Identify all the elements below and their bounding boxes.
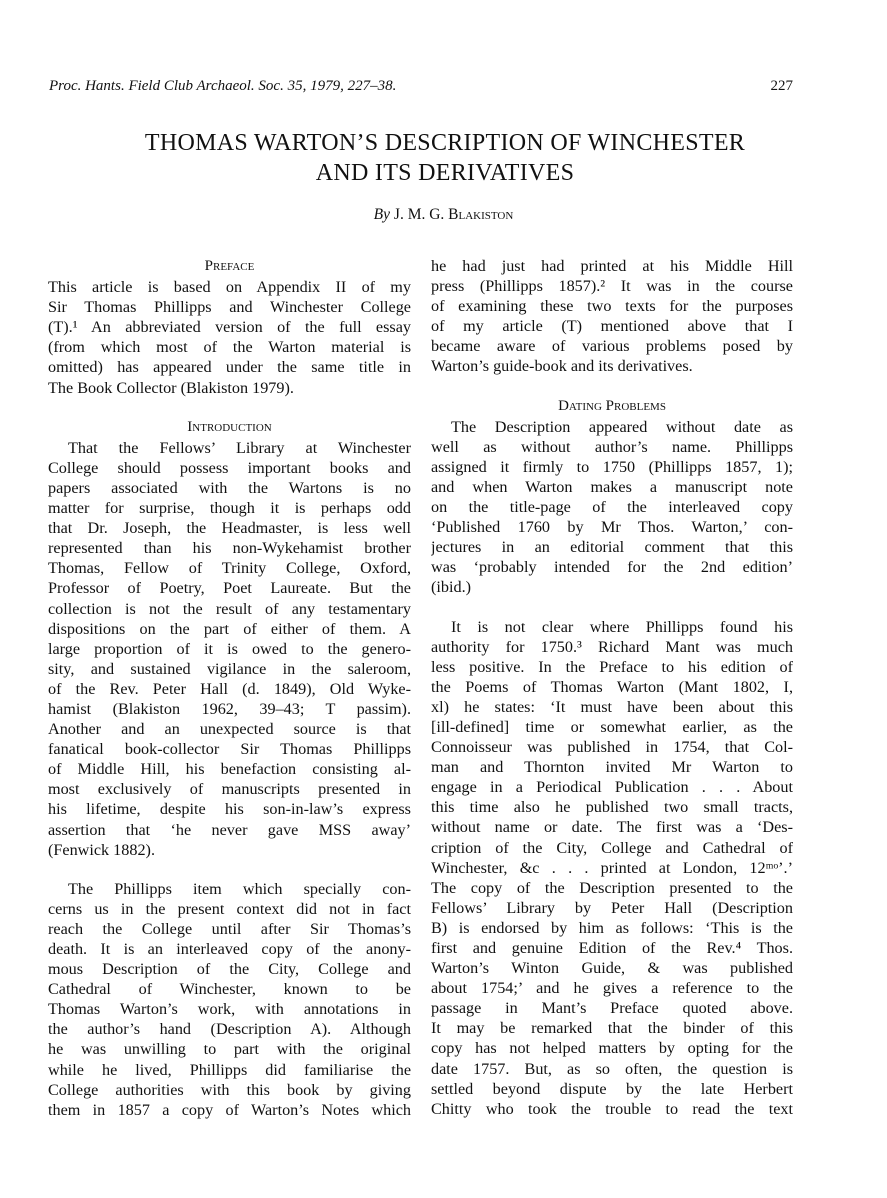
text-line: B) is endorsed by him as follows: ‘This is the (431, 918, 793, 937)
text-line: [ill-defined] time or somewhat earlier, as the (431, 717, 793, 736)
text-line: date 1757. But, as so often, the question is (431, 1059, 793, 1078)
text-line: authority for 1750.³ Richard Mant was much (431, 637, 793, 656)
text-line: death. It is an interleaved copy of the anony- (48, 940, 411, 958)
text-line: omitted) has appeared under the same title in (48, 358, 411, 377)
text-line: of the Rev. Peter Hall (d. 1849), Old Wyke- (48, 679, 411, 698)
text-line: cerns us in the present context did not in fact (48, 899, 411, 918)
text-line: press (Phillipps 1857).² It was in the course (431, 277, 793, 296)
text-line: Cathedral of Winchester, known to be (48, 980, 411, 999)
text-line: ‘Published 1760 by Mr Thos. Warton,’ con- (431, 518, 793, 537)
introduction-paragraph-2 (48, 879, 411, 1120)
byline-by: By (373, 206, 391, 223)
text-line: that Dr. Joseph, the Headmaster, is less well (48, 519, 411, 538)
text-line: Warton’s Winton Guide, & was published (431, 959, 793, 978)
title-line-1: THOMAS WARTON’S DESCRIPTION OF WINCHESTER (144, 130, 746, 156)
introduction-paragraph-1 (48, 438, 411, 860)
text-line: (Fenwick 1882). (48, 840, 155, 859)
introduction-heading: Introduction (187, 418, 272, 435)
text-line: (ibid.) (431, 578, 472, 597)
text-line: Connoisseur was published in 1754, that Col- (431, 738, 793, 757)
text-line: Professor of Poetry, Poet Laureate. But the (48, 579, 411, 598)
text-line: less positive. In the Preface to his edition of (431, 657, 793, 676)
dating-paragraph-2 (431, 617, 793, 1119)
text-line: he had just had printed at his Middle Hill (431, 257, 793, 275)
text-line: large proportion of it is owed to the genero- (48, 639, 411, 658)
text-line: xl) he states: ‘It must have been about this (431, 697, 793, 716)
text-line: assertion that ‘he never gave MSS away’ (48, 820, 411, 839)
text-line: of Middle Hill, his benefaction consisting al- (48, 760, 411, 779)
text-line: was ‘probably intended for the 2nd edition’ (431, 558, 793, 577)
dating-problems-heading: Dating Problems (558, 397, 666, 414)
text-line: well as without author’s name. Phillipps (431, 437, 793, 456)
text-line: assigned it firmly to 1750 (Phillipps 1857, 1); (431, 457, 793, 476)
article-title (60, 128, 830, 188)
text-line: first and genuine Edition of the Rev.⁴ Thos. (431, 939, 793, 957)
text-line: dispositions on the part of either of them. A (48, 619, 411, 638)
text-line: his lifetime, despite his son-in-law’s express (48, 800, 411, 819)
byline-author: J. M. G. Blakiston (393, 206, 514, 223)
text-line: fanatical book-collector Sir Thomas Phillipps (48, 740, 411, 759)
text-line: Another and an unexpected source is that (48, 720, 411, 739)
title-line-2: AND ITS DERIVATIVES (315, 160, 575, 186)
text-line: That the Fellows’ Library at Winchester (68, 438, 411, 457)
text-line: Winchester, &c . . . printed at London, 12ᵐᵒ’.’ (431, 858, 793, 877)
text-line: The copy of the Description presented to the (431, 878, 793, 897)
text-line: he was unwilling to part with the original (48, 1040, 411, 1059)
text-line: The Description appeared without date as (451, 417, 793, 436)
text-line: them in 1857 a copy of Warton’s Notes which (48, 1100, 411, 1119)
text-line: about 1754;’ and he gives a reference to the (431, 979, 793, 998)
text-line: copy has not helped matters by opting for the (431, 1039, 793, 1058)
text-line: The Phillipps item which specially con- (68, 879, 411, 898)
text-line: the Poems of Thomas Warton (Mant 1802, I, (431, 677, 793, 696)
text-line: of examining these two texts for the purposes (431, 297, 793, 316)
text-line: sity, and sustained vigilance in the saleroom, (48, 659, 411, 678)
text-line: hamist (Blakiston 1962, 39–43; T passim). (48, 699, 411, 718)
continued-paragraph (431, 256, 793, 377)
text-line: The Book Collector (Blakiston 1979). (48, 378, 294, 397)
byline (0, 206, 887, 224)
text-line: Chitty who took the trouble to read the text (431, 1099, 793, 1118)
text-line: Sir Thomas Phillipps and Winchester College (48, 298, 411, 317)
text-line: on the title-page of the interleaved copy (431, 498, 793, 517)
text-line: College should possess important books and (48, 458, 411, 477)
text-line: papers associated with the Wartons is no (48, 478, 411, 497)
page-number: 227 (770, 78, 793, 94)
right-column (431, 256, 793, 1119)
running-header (49, 78, 793, 100)
text-line: This article is based on Appendix II of my (48, 278, 411, 297)
text-line: It may be remarked that the binder of this (431, 1019, 793, 1038)
text-line: this time also he published two small tracts, (431, 798, 793, 817)
text-line: settled beyond dispute by the late Herbert (431, 1079, 793, 1098)
text-line: cription of the City, College and Cathedral of (431, 838, 793, 857)
text-line: Thomas, Fellow of Trinity College, Oxford, (48, 559, 411, 578)
left-column (48, 256, 411, 1120)
text-line: Fellows’ Library by Peter Hall (Description (431, 898, 793, 917)
text-line: and when Warton makes a manuscript note (431, 477, 793, 496)
text-line: It is not clear where Phillipps found his (451, 617, 793, 636)
text-line: College authorities with this book by giving (48, 1080, 411, 1099)
preface-paragraph (48, 277, 411, 398)
text-line: mous Description of the City, College and (48, 960, 411, 979)
text-line: engage in a Periodical Publication . . . About (431, 778, 793, 797)
text-line: Warton’s guide-book and its derivatives. (431, 357, 693, 376)
text-line: represented than his non-Wykehamist brother (48, 539, 411, 558)
text-line: Thomas Warton’s work, with annotations in (48, 1000, 411, 1019)
text-line: most exclusively of manuscripts presented in (48, 780, 411, 799)
dating-paragraph-1 (431, 417, 793, 598)
text-line: the author’s hand (Description A). Although (48, 1020, 411, 1039)
text-line: matter for surprise, though it is perhaps odd (48, 499, 411, 518)
text-line: (T).¹ An abbreviated version of the full essay (48, 318, 411, 337)
text-line: collection is not the result of any testamentary (48, 599, 411, 618)
text-line: of my article (T) mentioned above that I (431, 317, 793, 336)
text-line: jectures in an editorial comment that this (431, 538, 793, 557)
text-line: while he lived, Phillipps did familiarise the (48, 1060, 411, 1079)
text-line: passage in Mant’s Preface quoted above. (431, 999, 793, 1018)
text-line: became aware of various problems posed by (431, 337, 793, 356)
preface-heading: Preface (204, 258, 255, 274)
text-line: man and Thornton invited Mr Warton to (431, 758, 793, 777)
text-line: (from which most of the Warton material is (48, 338, 411, 357)
text-line: without name or date. The first was a ‘Des- (431, 818, 793, 837)
journal-citation: Proc. Hants. Field Club Archaeol. Soc. 35, 1979, 227–38. (49, 78, 397, 94)
text-line: reach the College until after Sir Thomas’s (48, 919, 411, 938)
